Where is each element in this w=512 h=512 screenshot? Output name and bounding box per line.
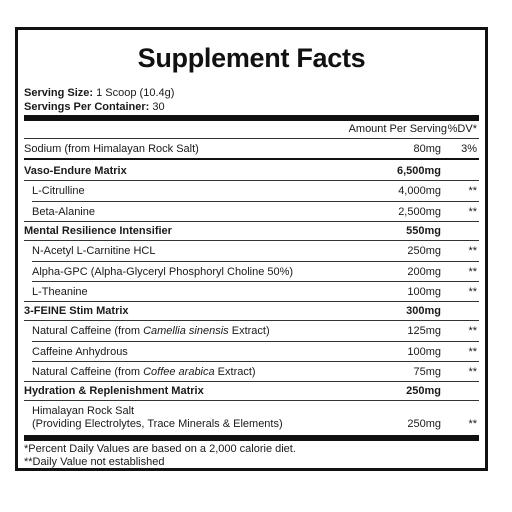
row-divider [24, 400, 479, 401]
ingredient-amount: 125mg [407, 325, 441, 337]
ingredient-name-prefix: Natural Caffeine (from [32, 366, 144, 378]
ingredient-dv: ** [468, 286, 477, 298]
ingredient-amount: 4,000mg [398, 185, 441, 197]
vaso-endure-amount: 6,500mg [396, 165, 441, 177]
ingredient-description: (Providing Electrolytes, Trace Minerals & Elements) [32, 418, 283, 430]
hydration-amount: 250mg [406, 385, 441, 397]
row-divider [24, 240, 479, 241]
ingredient-name [32, 325, 270, 338]
ingredient-name: N-Acetyl L-Carnitine HCL [32, 245, 156, 257]
servings-per-container [24, 101, 165, 114]
ingredient-name-prefix: Natural Caffeine (from [32, 325, 144, 337]
servings-per-container-value: 30 [149, 101, 165, 113]
himalayan-rock-salt-row [24, 405, 479, 433]
thick-divider [24, 115, 479, 121]
row-divider [24, 301, 479, 302]
dv-header: %DV* [447, 123, 477, 135]
ingredient-dv: ** [468, 206, 477, 218]
ingredient-amount: 2,500mg [398, 206, 441, 218]
supplement-facts-panel [15, 27, 488, 471]
row-divider [24, 381, 479, 382]
ingredient-name-suffix: Extract) [228, 325, 270, 337]
vaso-endure-name: Vaso-Endure Matrix [24, 165, 127, 177]
3-feine-name: 3-FEINE Stim Matrix [24, 305, 129, 317]
row-divider [32, 261, 479, 262]
ingredient-dv: ** [468, 346, 477, 358]
row-divider [32, 201, 479, 202]
serving-size [24, 87, 174, 100]
section-divider [24, 158, 479, 160]
ingredient-name: Alpha-GPC (Alpha-Glyceryl Phosphoryl Choline 50%) [32, 266, 294, 278]
ingredient-dv: ** [468, 185, 477, 197]
ingredient-amount: 250mg [407, 418, 441, 430]
row-divider [24, 180, 479, 181]
row-divider [24, 138, 479, 139]
ingredient-dv: ** [468, 418, 477, 430]
servings-per-container-label: Servings Per Container: [24, 101, 150, 113]
ingredient-name: Caffeine Anhydrous [32, 346, 128, 358]
ingredient-amount: 250mg [407, 245, 441, 257]
serving-size-label: Serving Size: [24, 87, 94, 99]
ingredient-dv: ** [468, 266, 477, 278]
sodium-amount: 80mg [413, 143, 441, 155]
ingredient-amount: 75mg [413, 366, 441, 378]
hydration-name: Hydration & Replenishment Matrix [24, 385, 204, 397]
3-feine-amount: 300mg [406, 305, 441, 317]
ingredient-dv: ** [468, 325, 477, 337]
ingredient-name: L-Theanine [32, 286, 88, 298]
ingredient-name-suffix: Extract) [214, 366, 256, 378]
ingredient-dv: ** [468, 245, 477, 257]
ingredient-amount: 200mg [407, 266, 441, 278]
ingredient-name: Himalayan Rock Salt [32, 405, 135, 417]
thick-divider [24, 435, 479, 441]
ingredient-latin-name: Coffee arabica [143, 366, 215, 378]
row-divider [32, 361, 479, 362]
ingredient-amount: 100mg [407, 346, 441, 358]
ingredient-amount: 100mg [407, 286, 441, 298]
panel-title: Supplement Facts [137, 43, 366, 73]
amount-per-serving-header: Amount Per Serving [348, 123, 447, 135]
serving-size-value: 1 Scoop (10.4g) [93, 87, 175, 99]
mental-resilience-amount: 550mg [406, 225, 441, 237]
row-divider [24, 320, 479, 321]
row-divider [32, 281, 479, 282]
ingredient-name: L-Citrulline [32, 185, 85, 197]
row-divider [32, 341, 479, 342]
ingredient-name: Beta-Alanine [32, 206, 95, 218]
mental-resilience-name: Mental Resilience Intensifier [24, 225, 172, 237]
sodium-name: Sodium (from Himalayan Rock Salt) [24, 143, 199, 155]
ingredient-latin-name: Camellia sinensis [143, 325, 229, 337]
not-established-footnote: **Daily Value not established [24, 456, 165, 468]
ingredient-name [32, 366, 256, 379]
ingredient-dv: ** [468, 366, 477, 378]
sodium-dv: 3% [461, 143, 477, 155]
row-divider [24, 221, 479, 222]
dv-footnote: *Percent Daily Values are based on a 2,000 calorie diet. [24, 443, 296, 455]
